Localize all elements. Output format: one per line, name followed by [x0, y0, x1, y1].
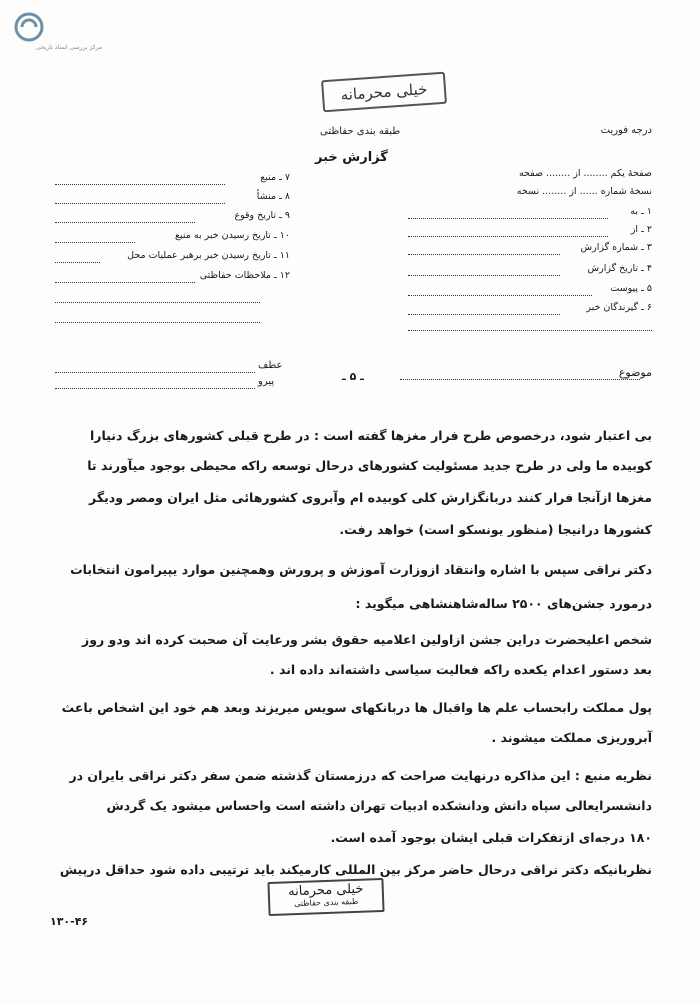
follow-line	[55, 388, 255, 389]
field-event-date: ۹ ـ تاریخ وقوع	[234, 210, 290, 221]
field-recipients-line-2	[408, 330, 652, 331]
field-origin: ۸ ـ منشأ	[256, 191, 290, 202]
body-line-10: آبروریزی مملکت میشوند .	[491, 730, 652, 745]
report-title: گزارش خبر	[315, 150, 388, 165]
field-local-receipt-date: ۱۱ ـ تاریخ رسیدن خبر برهبر عملیات محل	[127, 250, 290, 261]
body-line-5: دکتر نراقی سپس با اشاره وانتقاد ازوزارت آموزش و پرورش وهمچنین موارد یپیرامون انتخابات	[70, 562, 652, 577]
field-source-receipt-date: ۱۰ ـ تاریخ رسیدن خبر به منبع	[175, 230, 290, 241]
body-line-14: نظربانیکه دکتر نراقی درحال حاضر مرکز بین المللی کارمیکند باید ترتیبی داده شود حداقل درپیش	[59, 862, 652, 877]
field-to: ۱ ـ به	[630, 206, 652, 217]
body-line-8: بعد دستور اعدام یکعده راکه فعالیت سیاسی داشته‌اند داده اند .	[269, 662, 652, 677]
field-report-date: ۴ ـ تاریخ گزارش	[587, 263, 652, 274]
field-source-line	[55, 184, 225, 185]
field-attachment-line	[408, 295, 592, 296]
stamp-bottom-sub: طبقه بندی حفاظتی	[293, 896, 359, 909]
field-page: صفحهٔ یکم ........ از ........ صفحه	[518, 168, 652, 179]
page-marker: ـ ۵ ـ	[342, 370, 364, 383]
field-recipients-line	[408, 314, 560, 315]
body-line-2: کوبیده ما ولی در طرح جدید مسئولیت کشورهای درحال توسعه راکه محیطی بوجود میآورند تا	[87, 458, 652, 473]
field-security-notes: ۱۲ ـ ملاحظات حفاظتی	[199, 270, 290, 281]
field-attachment: ۵ ـ پیوست	[610, 283, 652, 294]
body-line-11: نظریه منبع : این مذاکره درنهایت صراحت که درزمستان گذشته ضمن سفر دکتر نراقی بایران در	[69, 768, 652, 783]
body-line-1: بی اعتبار شود، درخصوص طرح فرار مغزها گفته است : در طرح قبلی کشورهای بزرگ دنیارا	[90, 428, 652, 443]
field-event-date-line	[55, 222, 195, 223]
field-to-line	[408, 218, 608, 219]
field-report-number-line	[408, 254, 560, 255]
subject-label: موضوع	[618, 366, 652, 379]
stamp-bottom-main: خیلی محرمانه	[287, 881, 364, 900]
notes-line-3	[55, 322, 260, 323]
left-field-list	[55, 172, 290, 342]
body-line-13: ۱۸۰ درجه‌ای ازتفکرات قبلی ایشان بوجود آمده است.	[330, 830, 652, 845]
logo-caption: مرکز بررسی اسناد تاریخی	[35, 44, 103, 51]
field-from: ۲ ـ از	[630, 224, 652, 235]
field-report-date-line	[408, 275, 560, 276]
field-source: ۷ ـ منبع	[260, 172, 290, 183]
field-source-receipt-line	[55, 242, 135, 243]
subject-line	[400, 379, 640, 380]
body-line-4: کشورها درانیجا (منظور یونسکو است) خواهد رفت.	[339, 522, 652, 537]
field-copy: نسخهٔ شماره ...... از ........ نسخه	[516, 186, 652, 197]
body-line-6: درمورد جشن‌های ۲۵۰۰ ساله‌شاهنشاهی میگوید :	[355, 596, 652, 611]
document-number: ۱۳۰-۴۶	[50, 915, 89, 928]
follow-label: پیرو	[258, 376, 275, 387]
body-line-7: شخص اعلیحضرت دراین جشن ازاولین اعلامیه حقوق بشر ورعایت آن صحبت کرده اند ودو روز	[82, 632, 652, 647]
notes-line-2	[55, 302, 260, 303]
field-recipients: ۶ ـ گیرندگان خبر	[586, 302, 652, 313]
body-line-9: پول مملکت رابحساب علم ها واقبال ها دربانکهای سویس میریزند وبعد هم خود این اشخاص باعث	[61, 700, 652, 715]
priority-label: درجه فوریت	[600, 125, 652, 136]
classification-stamp-bottom	[267, 878, 384, 916]
field-from-line	[408, 236, 608, 237]
body-line-3: مغزها ازآنجا فرار کنند دربانگزارش کلی کوبیده ام وآبروی کشورهائی مثل ایران ومصر ودیگر	[89, 490, 652, 505]
archive-logo	[14, 12, 44, 42]
field-report-number: ۳ ـ شماره گزارش	[580, 242, 652, 253]
field-origin-line	[55, 203, 225, 204]
field-local-receipt-line	[55, 262, 100, 263]
ref-label: عطف	[258, 360, 283, 371]
classification-stamp-top: خیلی محرمانه	[321, 72, 447, 113]
field-security-notes-line	[55, 282, 195, 283]
body-line-12: دانشسرایعالی سپاه دانش ودانشکده ادبیات تهران داشته است واحساس میشود یک گردش	[106, 798, 652, 813]
ref-line	[55, 372, 255, 373]
classification-label: طبقه بندی حفاظتی	[320, 126, 401, 137]
